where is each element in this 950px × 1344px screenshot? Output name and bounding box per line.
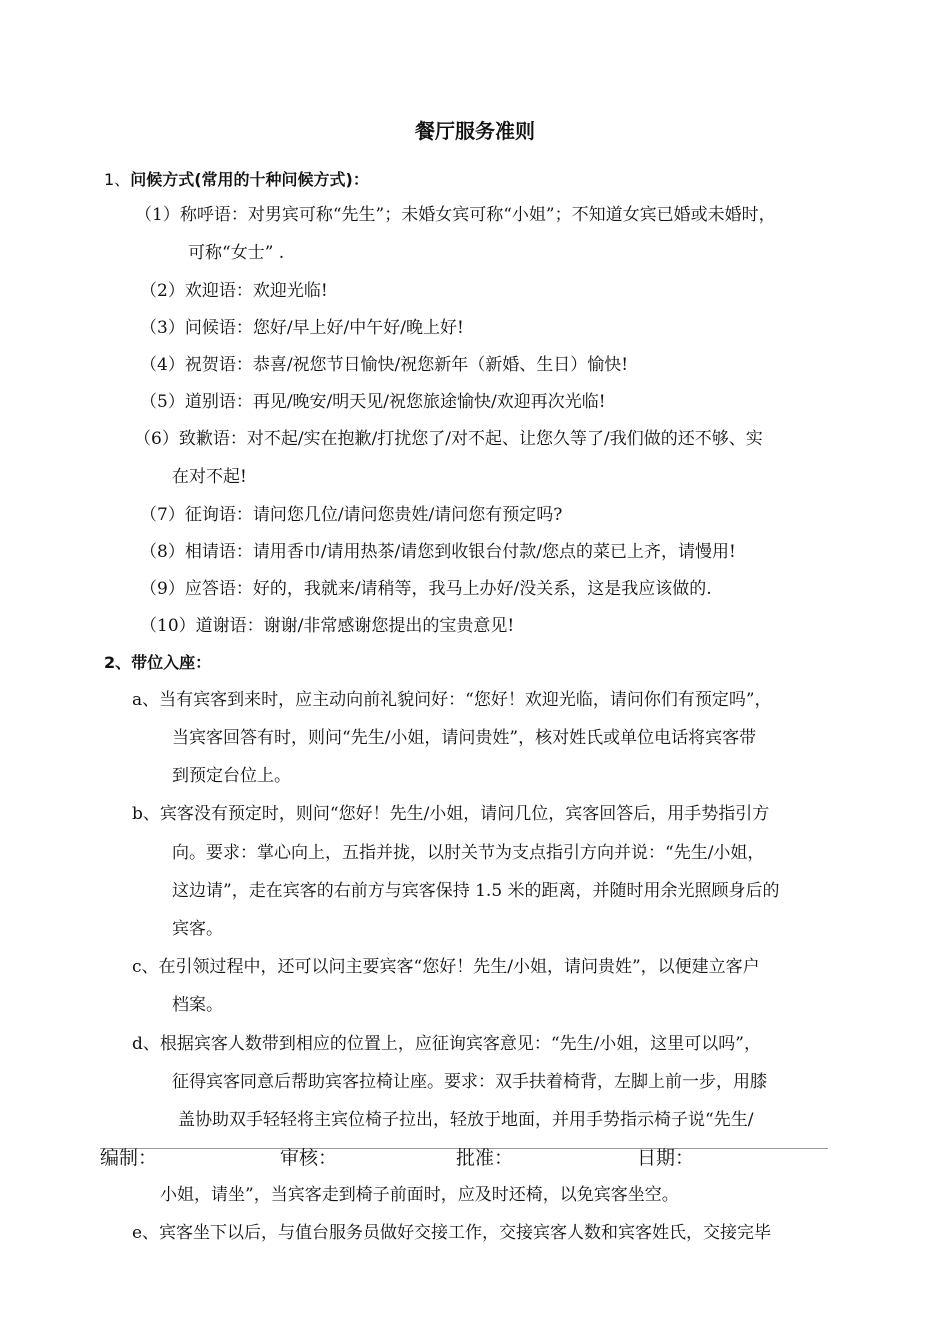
seating-step-b-cont-1: 向。要求：掌心向上，五指并拢，以肘关节为支点指引方向并说：“先生/小姐， (172, 843, 765, 863)
seating-step-b-cont-2: 这边请”，走在宾客的右前方与宾客保持 1.5 米的距离，并随时用余光照顾身后的 (172, 881, 780, 901)
greeting-item-6-cont: 在对不起! (172, 467, 247, 487)
section-1-title: 问候方式(常用的十种问候方式)： (130, 170, 369, 189)
seating-step-a-cont-2: 到预定台位上。 (172, 766, 291, 786)
seating-step-b-cont-3: 宾客。 (172, 919, 223, 939)
footer-approve-label: 批准： (456, 1147, 514, 1169)
greeting-item-1-cont: 可称“女士” . (188, 243, 285, 263)
seating-step-c: c、在引领过程中，还可以问主要宾客“您好！先生/小姐，请问贵姓”，以便建立客户 (132, 957, 760, 977)
greeting-item-7: （7）征询语：请问您几位/请问您贵姓/请问您有预定吗? (140, 505, 563, 525)
seating-step-d-cont-3: 小姐，请坐”，当宾客走到椅子前面时，应及时还椅，以免宾客坐空。 (160, 1185, 679, 1205)
seating-step-c-cont: 档案。 (172, 995, 223, 1015)
greeting-item-8: （8）相请语：请用香巾/请用热茶/请您到收银台付款/您点的菜已上齐，请慢用! (140, 542, 736, 562)
section-1-heading (104, 169, 369, 191)
seating-step-a: a、当有宾客到来时，应主动向前礼貌问好：“您好！欢迎光临，请问你们有预定吗”， (132, 690, 772, 710)
seating-step-d: d、根据宾客人数带到相应的位置上，应征询宾客意见：“先生/小姐，这里可以吗”， (132, 1034, 761, 1054)
section-2-heading: 2、带位入座： (104, 653, 212, 672)
footer-date-label: 日期： (637, 1147, 695, 1169)
greeting-item-2: （2）欢迎语：欢迎光临! (140, 281, 328, 301)
seating-step-d-cont-1: 征得宾客同意后帮助宾客拉椅让座。要求：双手扶着椅背，左脚上前一步，用膝 (172, 1072, 767, 1092)
footer-compile-label: 编制： (100, 1147, 158, 1169)
seating-step-e: e、宾客坐下以后，与值台服务员做好交接工作，交接宾客人数和宾客姓氏，交接完毕 (132, 1223, 772, 1243)
greeting-item-6: （6）致歉语：对不起/实在抱歉/打扰您了/对不起、让您久等了/我们做的还不够、实 (134, 429, 763, 449)
greeting-item-4: （4）祝贺语：恭喜/祝您节日愉快/祝您新年（新婚、生日）愉快! (140, 355, 629, 375)
greeting-item-5: （5）道别语：再见/晚安/明天见/祝您旅途愉快/欢迎再次光临! (140, 392, 606, 412)
page-title: 餐厅服务准则 (415, 119, 535, 143)
section-1-number: 1、 (104, 170, 131, 189)
greeting-item-3: （3）问候语：您好/早上好/中午好/晚上好! (140, 318, 464, 338)
greeting-item-9: （9）应答语：好的，我就来/请稍等，我马上办好/没关系，这是我应该做的. (140, 579, 712, 599)
seating-step-a-cont-1: 当宾客回答有时，则问“先生/小姐，请问贵姓”，核对姓氏或单位电话将宾客带 (172, 728, 757, 748)
greeting-item-10: （10）道谢语：谢谢/非常感谢您提出的宝贵意见! (140, 616, 515, 636)
seating-step-b: b、宾客没有预定时，则问“您好！先生/小姐，请问几位，宾客回答后，用手势指引方 (132, 804, 770, 824)
seating-step-d-cont-2: 盖协助双手轻轻将主宾位椅子拉出，轻放于地面，并用手势指示椅子说“先生/ (178, 1110, 754, 1130)
footer-review-label: 审核： (280, 1147, 338, 1169)
greeting-item-1: （1）称呼语：对男宾可称“先生”；未婚女宾可称“小姐”；不知道女宾已婚或未婚时， (135, 205, 776, 225)
